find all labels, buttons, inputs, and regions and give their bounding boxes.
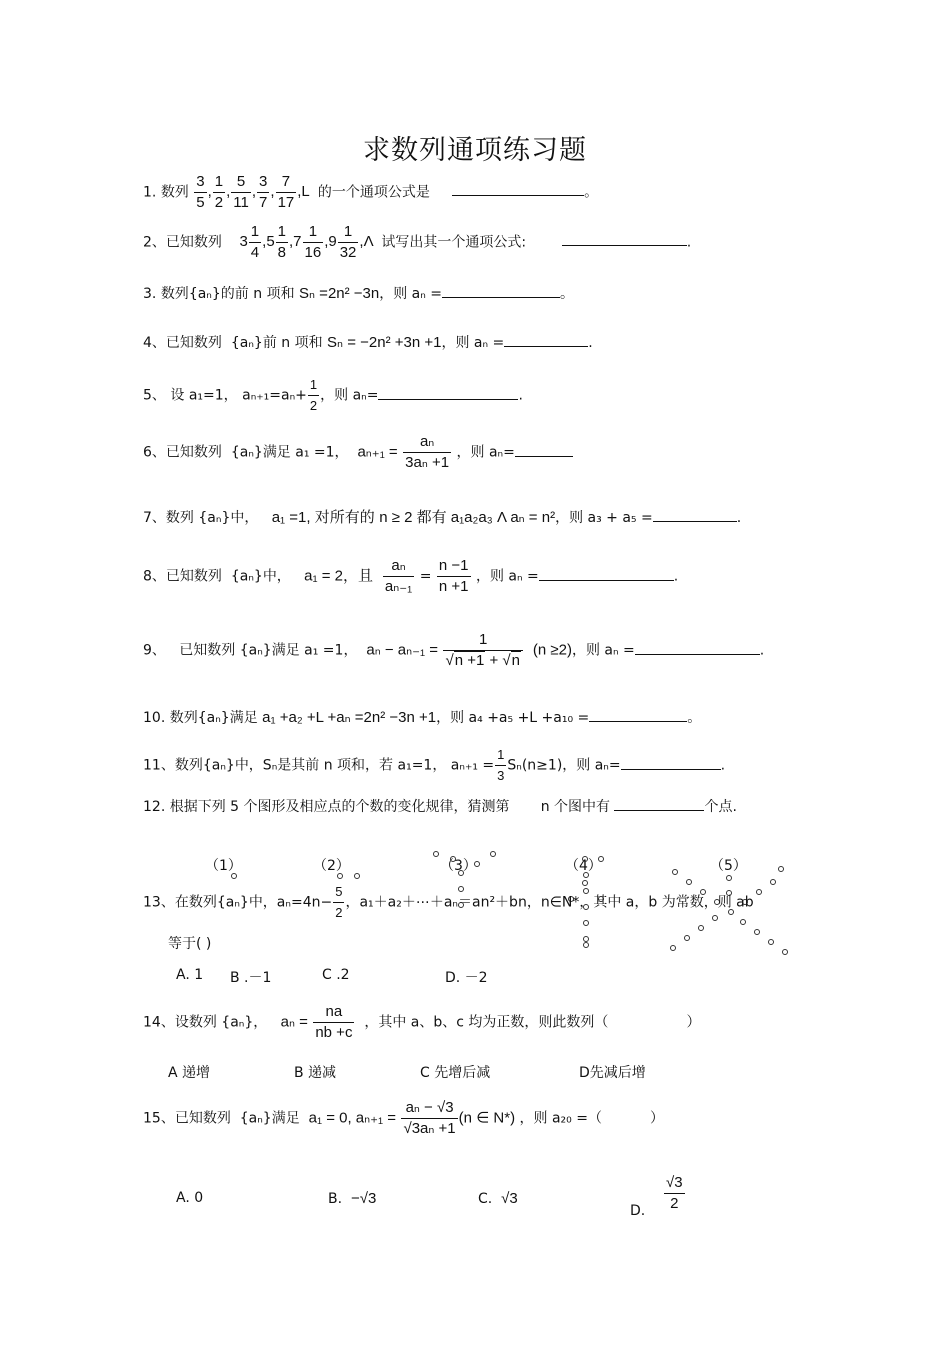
question-13: 13、在数列{aₙ}中，aₙ=4n− $\frac{5}{2}$ ，a₁＋a₂＋⋯＋aₙ＝an²＋bn，n∈N*，其中 a，b 为常数，则 ab (143, 884, 754, 920)
figure-dot (598, 856, 604, 862)
figure-label-3: （3） (440, 858, 477, 874)
figure-dot (474, 861, 480, 867)
figure-dot (458, 870, 464, 876)
figure-dot (670, 945, 676, 951)
option-b[interactable]: B 递减 (294, 1065, 337, 1081)
option-a[interactable]: A. 0 (176, 1190, 204, 1206)
answer-blank[interactable] (621, 755, 721, 770)
question-5: 5、 设 a₁=1， aₙ₊₁=aₙ+ $\frac{1}{2}$ ，则 aₙ= . (143, 377, 523, 413)
figure-label-4: （4） (565, 858, 602, 874)
question-10: 10. 数列{aₙ}满足 a₁ +a₂ +L +aₙ =2n² −3n +1，则 a₄ +a₅ +L +a₁₀ = 。 (143, 709, 702, 726)
figure-dot (583, 872, 589, 878)
figure-dot (583, 942, 589, 948)
figure-dot (684, 935, 690, 941)
fraction: $\frac{3}{5}$ (196, 173, 205, 211)
question-2: 2、已知数列 3 $\frac{1}{4}$ ,5 $\frac{1}{8}$ ,7 $\frac{1}{16}$ ,9 $\frac{1}{32}$ ,Λ 试写出其一个通项公式: . (143, 223, 692, 261)
fraction: $\frac{5}{11}$ (233, 173, 249, 211)
figure-label-1: （1） (205, 858, 242, 874)
figure-dot (756, 889, 762, 895)
question-11: 11、数列{aₙ}中，Sₙ是其前 n 项和，若 a₁=1， aₙ₊₁ = $\frac{1}{3}$ Sₙ(n≥1)，则 aₙ= . (143, 747, 726, 783)
question-6: 6、已知数列 {aₙ}满足 a₁ =1， aₙ₊₁ = $\frac{\text{aₙ}}{\text{3aₙ +1}}$ ，则 aₙ= (143, 432, 573, 473)
figure-dot (768, 939, 774, 945)
question-9: 9、 已知数列 {aₙ}满足 a₁ =1， aₙ − aₙ₋₁ = $\frac{1}{√n +1 + √n}$ (n ≥2)，则 aₙ = . (143, 631, 765, 669)
answer-blank[interactable] (589, 707, 687, 722)
figure-dot (782, 949, 788, 955)
answer-blank[interactable] (442, 283, 560, 298)
figure-dot (582, 856, 588, 862)
question-8: 8、已知数列 {aₙ}中， a₁ = 2，且 $\frac{\text{aₙ}}{\text{aₙ₋₁}}$ = $\frac{n -1}{n +1}$ ，则 aₙ = . (143, 557, 679, 595)
option-c[interactable]: C 先增后减 (420, 1065, 491, 1081)
option-b[interactable]: B .－1 (230, 970, 272, 986)
figure-dot (354, 873, 360, 879)
answer-blank[interactable] (539, 566, 674, 581)
option-c[interactable]: C. √3 (478, 1190, 518, 1207)
question-1: 1. 数列 $\frac{3}{5}$ , $\frac{1}{2}$ , $\frac{5}{11}$ , $\frac{3}{7}$ , $\frac{7}{17}$ ,L 的一个通项公式是 。 (143, 173, 599, 211)
figure-dot (490, 851, 496, 857)
option-a[interactable]: A. 1 (176, 967, 204, 983)
option-d[interactable]: D先减后增 (579, 1065, 646, 1081)
question-7: 7、数列 {aₙ}中， a₁ =1, 对所有的 n ≥ 2 都有 a₁a₂a₃ Λ aₙ = n²，则 a₃ + a₅ = . (143, 509, 742, 526)
question-15: 15、已知数列 {aₙ}满足 a₁ = 0, aₙ₊₁ = $\frac{\text{aₙ − √3}}{\text{√3aₙ +1}}$ (n ∈ N*) ，则 a₂₀ =（ ） (143, 1099, 664, 1137)
answer-blank[interactable] (378, 385, 518, 400)
option-c[interactable]: C .2 (322, 967, 350, 983)
option-d[interactable]: D. －2 (445, 970, 488, 986)
answer-blank[interactable] (614, 796, 704, 811)
figure-label-2: （2） (313, 858, 350, 874)
option-a[interactable]: A 递增 (168, 1065, 211, 1081)
fraction: $\frac{1}{2}$ (214, 173, 224, 211)
figure-dot (433, 851, 439, 857)
figure-dot (770, 879, 776, 885)
figure-label-5: （5） (710, 858, 747, 874)
figure-dot (778, 866, 784, 872)
question-14: 14、设数列 {aₙ}， aₙ = $\frac{na}{nb +c}$ ，其中 a、b、c 均为正数，则此数列（ ） (143, 1003, 701, 1041)
question-12: 12. 根据下列 5 个图形及相应点的个数的变化规律，猜测第 n 个图中有 个点. (143, 796, 737, 817)
answer-blank[interactable] (653, 507, 737, 522)
option-d[interactable]: D. $\frac{√3}{2}$ (630, 1174, 683, 1219)
figure-dot (231, 873, 237, 879)
figure-dot (672, 869, 678, 875)
fraction: $\frac{3}{7}$ (259, 173, 268, 211)
question-3: 3. 数列{aₙ}的前 n 项和 Sₙ =2n² −3n，则 aₙ = 。 (143, 285, 575, 302)
answer-blank[interactable] (452, 181, 584, 196)
answer-blank[interactable] (635, 640, 760, 655)
question-13-line2: 等于( ) (168, 936, 212, 952)
figure-dot (698, 925, 704, 931)
answer-blank[interactable] (504, 332, 588, 347)
figure-dot (754, 929, 760, 935)
answer-blank[interactable] (515, 442, 573, 457)
question-4: 4、已知数列 {aₙ}前 n 项和 Sₙ = −2n² +3n +1，则 aₙ = . (143, 334, 593, 351)
figure-dot (450, 856, 456, 862)
fraction: $\frac{7}{17}$ (277, 173, 295, 211)
page-title: 求数列通项练习题 (363, 135, 587, 166)
option-b[interactable]: B. −√3 (328, 1190, 377, 1207)
figure-dot (726, 875, 732, 881)
answer-blank[interactable] (562, 231, 687, 246)
figure-dot (337, 873, 343, 879)
